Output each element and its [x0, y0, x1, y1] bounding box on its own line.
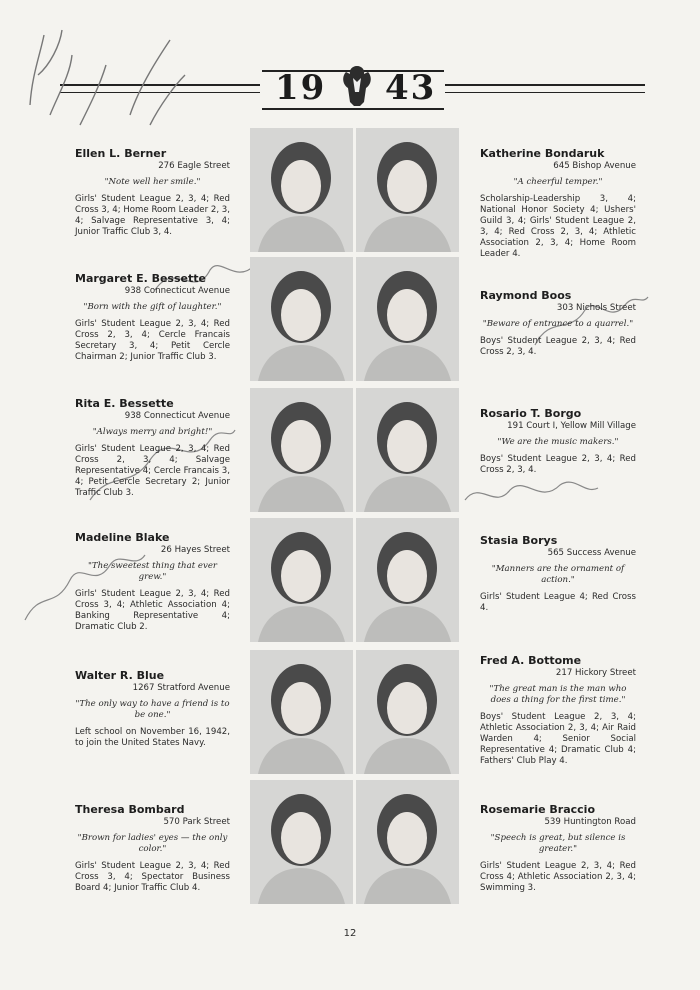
student-quote: "Manners are the ornament of action." — [491, 564, 625, 585]
student-portrait-photo — [250, 388, 353, 512]
portrait-silhouette-icon — [356, 128, 459, 252]
student-name: Madeline Blake — [75, 531, 170, 544]
student-portrait-photo — [356, 780, 459, 904]
student-quote: "Born with the gift of laughter." — [83, 302, 222, 312]
header-rule-right-thin — [445, 92, 645, 93]
student-name: Stasia Borys — [480, 534, 558, 547]
student-quote: "The only way to have a friend is to be one." — [75, 699, 230, 720]
student-address: 26 Hayes Street — [160, 545, 230, 555]
student-portrait-photo — [356, 650, 459, 774]
student-name: Rosemarie Braccio — [480, 803, 596, 816]
student-activities: Scholarship-Leadership 3, 4; National Honor Society 4; Ushers' Guild 3, 4; Girls' Student League 2, 3, 4; Red Cross 2, 3, 4; Athletic Association 2, 3, 4; Home Room Leader 4. — [480, 194, 636, 259]
student-portrait-photo — [356, 518, 459, 642]
student-entry — [75, 532, 230, 633]
student-portrait-photo — [250, 650, 353, 774]
student-activities: Girls' Student League 4; Red Cross 4. — [480, 592, 636, 613]
student-name: Katherine Bondaruk — [480, 147, 605, 160]
student-portrait-photo — [356, 128, 459, 252]
student-activities: Boys' Student League 2, 3, 4; Red Cross 2, 3, 4. — [480, 454, 636, 475]
student-activities: Boys' Student League 2, 3, 4; Red Cross 2, 3, 4. — [480, 336, 636, 357]
student-address: 276 Eagle Street — [158, 161, 230, 171]
student-address: 645 Bishop Avenue — [553, 161, 636, 171]
student-activities: Boys' Student League 2, 3, 4; Athletic Association 2, 3, 4; Air Raid Warden 4; Senior Social Representative 4; Dramatic Club 4; Fathers' Club Play 4. — [480, 712, 636, 766]
student-quote: "Beware of entrance to a quarrel." — [482, 319, 634, 329]
student-quote: "Always merry and bright!" — [92, 427, 213, 437]
student-activities: Girls' Student League 2, 3, 4; Red Cross 3, 4; Home Room Leader 2, 3, 4; Salvage Representative 3, 4; Junior Traffic Club 3, 4. — [75, 194, 230, 237]
student-quote: "We are the music makers." — [497, 437, 619, 447]
page-number: 12 — [343, 928, 357, 939]
student-address: 539 Huntington Road — [544, 817, 636, 827]
portrait-silhouette-icon — [356, 388, 459, 512]
student-quote: "Brown for ladies' eyes — the only color." — [77, 833, 228, 854]
student-name: Margaret E. Bessette — [75, 272, 206, 285]
student-portrait-photo — [356, 388, 459, 512]
student-portrait-photo — [250, 518, 353, 642]
student-address: 570 Park Street — [163, 817, 230, 827]
year-right: 43 — [385, 68, 437, 108]
portrait-silhouette-icon — [250, 518, 353, 642]
student-name: Ellen L. Berner — [75, 147, 167, 160]
student-activities: Girls' Student League 2, 3, 4; Red Cross 3, 4; Athletic Association 4; Banking Representative 4; Dramatic Club 2. — [75, 589, 230, 632]
student-name: Fred A. Bottome — [480, 654, 582, 667]
student-entry — [75, 148, 230, 238]
portrait-silhouette-icon — [250, 650, 353, 774]
year-left: 19 — [275, 68, 327, 108]
handwritten-signature-scribble-5 — [460, 470, 600, 520]
student-quote: "The great man is the man who does a thing for the first time." — [489, 684, 627, 705]
portrait-silhouette-icon — [356, 780, 459, 904]
student-entry — [75, 273, 230, 363]
student-address: 1267 Stratford Avenue — [132, 683, 230, 693]
student-entry — [480, 290, 636, 358]
student-activities: Girls' Student League 2, 3, 4; Red Cross 2, 3, 4; Salvage Representative 4; Cercle Francais 3, 4; Petit Cercle Secretary 2; Junior Traffic Club 3. — [75, 444, 230, 498]
portrait-silhouette-icon — [250, 780, 353, 904]
student-quote: "Speech is great, but silence is greater." — [490, 833, 626, 854]
student-name: Walter R. Blue — [75, 669, 165, 682]
student-entry — [75, 670, 230, 749]
student-activities: Girls' Student League 2, 3, 4; Red Cross 3, 4; Spectator Business Board 4; Junior Traffic Club 4. — [75, 861, 230, 893]
student-quote: "The sweetest thing that ever grew." — [87, 561, 218, 582]
student-name: Rosario T. Borgo — [480, 407, 582, 420]
student-entry — [75, 398, 230, 499]
student-portrait-photo — [250, 780, 353, 904]
student-address: 565 Success Avenue — [547, 548, 636, 558]
student-entry — [480, 148, 636, 260]
student-entry — [480, 804, 636, 894]
portrait-silhouette-icon — [250, 388, 353, 512]
portrait-silhouette-icon — [356, 650, 459, 774]
portrait-silhouette-icon — [356, 518, 459, 642]
student-activities: Girls' Student League 2, 3, 4; Red Cross 4; Athletic Association 2, 3, 4; Swimming 3. — [480, 861, 636, 893]
student-portrait-photo — [250, 128, 353, 252]
portrait-silhouette-icon — [250, 128, 353, 252]
student-portrait-photo — [356, 257, 459, 381]
portrait-silhouette-icon — [250, 257, 353, 381]
student-entry — [480, 655, 636, 767]
portrait-silhouette-icon — [356, 257, 459, 381]
student-quote: "A cheerful temper." — [513, 177, 603, 187]
header-rule-right — [445, 84, 645, 86]
student-name: Theresa Bombard — [75, 803, 185, 816]
student-activities: Girls' Student League 2, 3, 4; Red Cross 2, 3, 4; Cercle Francais Secretary 3, 4; Petit Cercle Chairman 2; Junior Traffic Club 3. — [75, 319, 230, 362]
student-activities: Left school on November 16, 1942, to join the United States Navy. — [75, 727, 230, 748]
student-portrait-photo — [250, 257, 353, 381]
student-address: 938 Connecticut Avenue — [124, 411, 230, 421]
student-address: 191 Court I, Yellow Mill Village — [507, 421, 636, 431]
student-address: 217 Hickory Street — [555, 668, 636, 678]
student-entry — [480, 535, 636, 614]
student-entry — [480, 408, 636, 476]
eagle-emblem-icon — [338, 62, 376, 110]
student-entry — [75, 804, 230, 894]
student-address: 938 Connecticut Avenue — [124, 286, 230, 296]
student-name: Raymond Boos — [480, 289, 572, 302]
student-address: 303 Nichols Street — [556, 303, 636, 313]
student-quote: "Note well her smile." — [104, 177, 201, 187]
handwritten-autograph-scribble — [10, 15, 200, 145]
student-name: Rita E. Bessette — [75, 397, 174, 410]
